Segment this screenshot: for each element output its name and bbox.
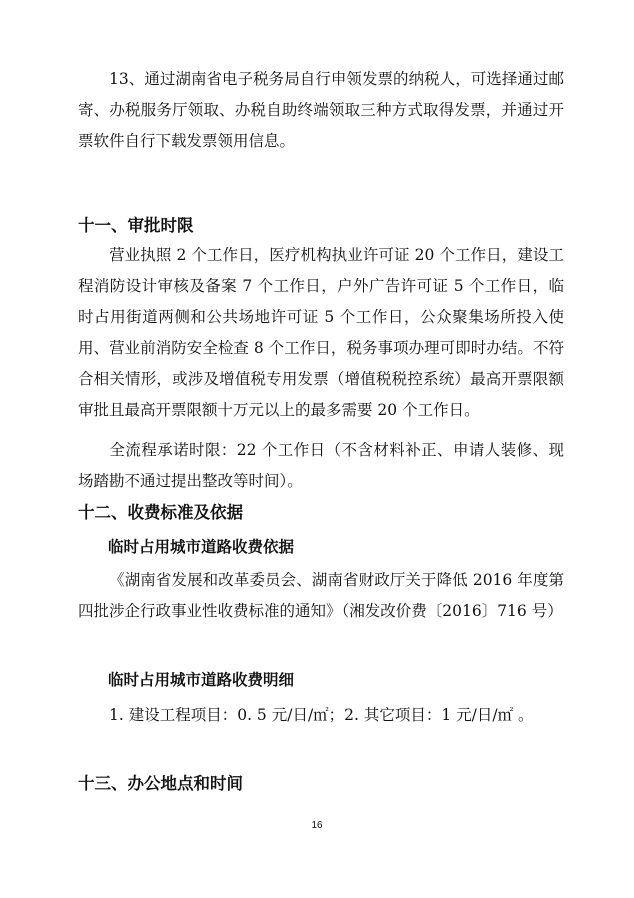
section-13-heading: 十三、办公地点和时间 (78, 774, 243, 793)
section-11-paragraph-2 (78, 435, 564, 497)
fee-basis-text: 《湖南省发展和改革委员会、湖南省财政厅关于降低 2016 年度第四批涉企行政事业性收费标准的通知》（湘发改价费〔2016〕716 号） (78, 571, 564, 620)
fee-detail-subheading: 临时占用城市道路收费明细 (108, 671, 295, 689)
section-11-heading: 十一、审批时限 (78, 216, 194, 235)
section-11-text-1: 营业执照 2 个工作日，医疗机构执业许可证 20 个工作日，建设工程消防设计审核及备案 7 个工作日，户外广告许可证 5 个工作日，临时占用街道两侧和公共场地许可证 5 个工作日，公众聚集场所投入使用、营业前消防安全检查 8 个工作日，税务事项办理可即时办结。不符合相关情形，或涉及增值税专用发票（增值税税控系统）最高开票限额审批且最高开票限额十万元以上的最多需要 20 个工作日。 (78, 246, 564, 419)
item-13-text: 13、通过湖南省电子税务局自行申领发票的纳税人，可选择通过邮寄、办税服务厅领取、办税自助终端领取三种方式取得发票，并通过开票软件自行下载发票领用信息。 (78, 70, 564, 150)
item-13-paragraph (78, 64, 564, 157)
fee-basis-paragraph (78, 565, 564, 627)
section-12-heading: 十二、收费标准及依据 (78, 503, 243, 522)
page-number: 16 (311, 820, 323, 831)
fee-basis-subheading: 临时占用城市道路收费依据 (108, 538, 295, 556)
fee-detail-text: 1. 建设工程项目：0. 5 元/日/㎡；2. 其它项目：1 元/日/㎡ 。 (109, 706, 534, 724)
section-11-text-2: 全流程承诺时限：22 个工作日（不含材料补正、申请人装修、现场踏勘不通过提出整改等时间）。 (78, 441, 564, 490)
section-11-paragraph-1 (78, 240, 564, 426)
fee-detail-paragraph (78, 700, 564, 731)
